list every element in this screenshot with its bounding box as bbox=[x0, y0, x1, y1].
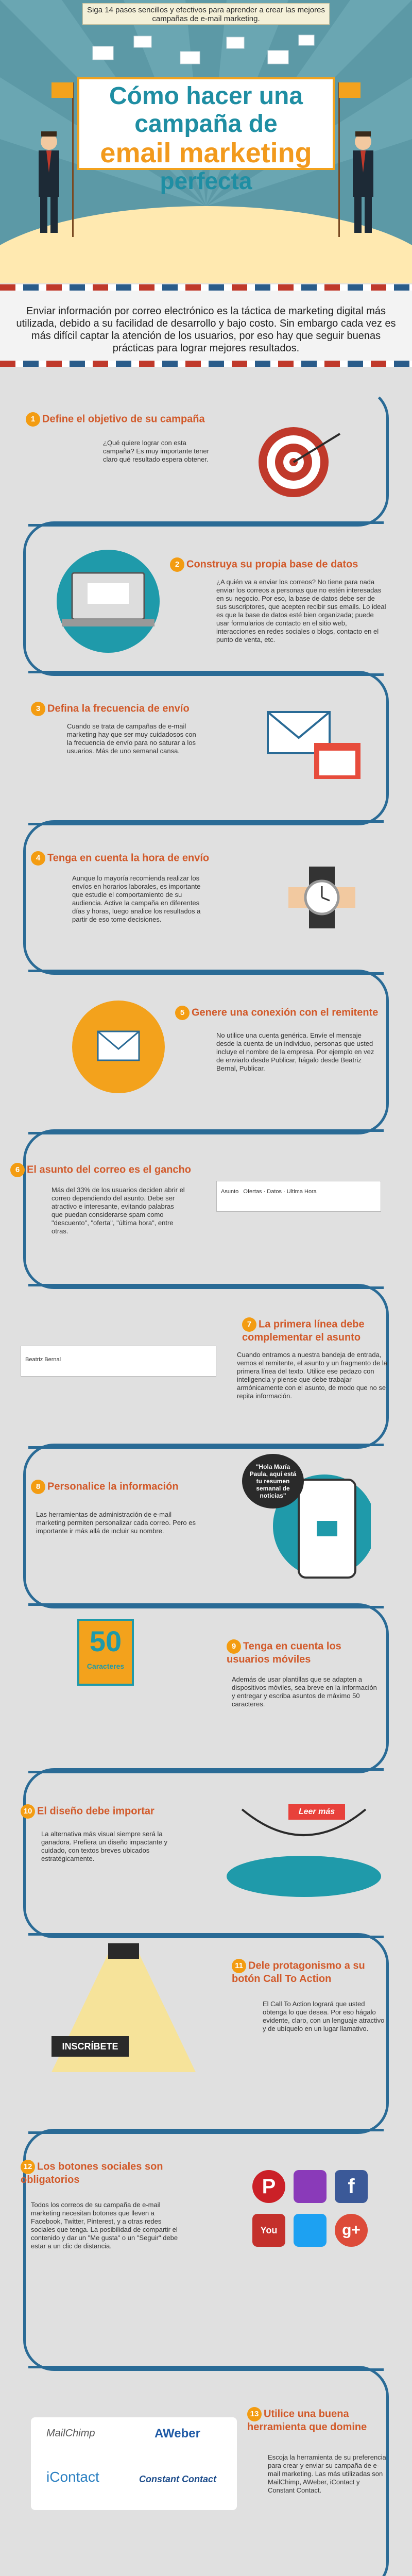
step-6-text: Más del 33% de los usuarios deciden abrir el correo dependiendo del asunto. Debe ser atractivo e interesante, evitando palabras que puedan considerarse spam como "descuento", "oferta", "última hora", entre otras. bbox=[52, 1186, 185, 1235]
pinterest-icon: P bbox=[252, 2170, 285, 2203]
step-9-text: Además de usar plantillas que se adapten a dispositivos móviles, sea breve en la información y entregar y escriba asuntos de máximo 50 caracteres. bbox=[232, 1675, 377, 1708]
title-line-3: perfecta bbox=[160, 167, 252, 194]
step-5-title: 5 Genere una conexión con el remitente bbox=[175, 1006, 378, 1020]
step-7-text: Cuando entramos a nuestra bandeja de entrada, vemos el remitente, el asunto y un fragmento de la primera línea del texto. Utilice ese pedazo con inteligencia y piense que debe trabajar armónicamente con el asunto, de modo que no se repita información. bbox=[237, 1351, 387, 1400]
header-banner bbox=[0, 0, 412, 283]
step-5-text: No utilice una cuenta genérica. Envíe el mensaje desde la cuenta de un individuo, personas que usted incluye el nombre de la empresa. Por ejemplo en vez de enviarlo desde Publicar, hágalo desde Beatriz Bernal, Publicar. bbox=[216, 1031, 374, 1072]
step-1-text: ¿Qué quiere lograr con esta campaña? Es muy importante tener claro qué resultado espera obtener. bbox=[103, 439, 209, 463]
step-10-text: La alternativa más visual siempre será la ganadora. Prefiera un diseño impactante y cuidado, con textos breves ubicados estratégicamente. bbox=[41, 1830, 167, 1862]
youtube-icon: You bbox=[252, 2214, 285, 2247]
main-title-box bbox=[77, 77, 335, 194]
step-7-title: 7 La primera línea debe complementar el asunto bbox=[242, 1317, 397, 1344]
intro-text: Enviar información por correo electrónico es la táctica de marketing digital más utilizada, debido a su facilidad de desarrollo y bajo costo. Sin embargo cada vez es más difícil captar la atención de los usuarios, por eso hay que seguir buenas prácticas para lograr mejores resultados. bbox=[0, 304, 412, 361]
title-line-1: Cómo hacer una campaña de bbox=[109, 82, 303, 138]
fifty-characters-box: 50 Caracteres bbox=[77, 1619, 134, 1686]
step-4-title: 4 Tenga en cuenta la hora de envío bbox=[31, 851, 209, 866]
step-3-text: Cuando se trata de campañas de e-mail marketing hay que ser muy cuidadosos con la frecuencia de envío para no saturar a los usuarios. Más de uno semanal cansa. bbox=[67, 722, 196, 755]
step-8-title: 8 Personalice la información bbox=[31, 1480, 179, 1494]
people-envelope-icon bbox=[62, 995, 175, 1098]
header-ribbon: Siga 14 pasos sencillos y efectivos para aprender a crear las mejores campañas de e-mail marketing. bbox=[82, 3, 330, 25]
googleplus-icon: g+ bbox=[335, 2214, 368, 2247]
step-6-title: 6 El asunto del correo es el gancho bbox=[10, 1163, 191, 1177]
step-8-text: Las herramientas de administración de e-mail marketing permiten personalizar cada correo. Pero es importante ir más allá de incluir su nombre. bbox=[36, 1511, 196, 1535]
airmail-stripe-bottom bbox=[0, 361, 412, 367]
tools-logos: MailChimp AWeber iContact Constant Contact bbox=[31, 2417, 237, 2510]
step-10-title: 10 El diseño debe importar bbox=[21, 1804, 154, 1819]
inscribete-button[interactable]: INSCRÍBETE bbox=[52, 2036, 129, 2057]
step-12-text: Todos los correos de su campaña de e-mail marketing necesitan botones que lleven a Facebook, Twitter, Pinterest, y a otras redes sociales que tenga. La posibilidad de compartir el contenido y dar un "Me gusta" o un "Seguir" debe estar a un clic de distancia. bbox=[31, 2201, 178, 2250]
step-11-text: El Call To Action logrará que usted obtenga lo que desea. Por eso hágalo evidente, claro, con un lenguaje atractivo y de ubíquelo en un lugar llamativo. bbox=[263, 2000, 385, 2032]
envelope-calendar-icon bbox=[258, 697, 371, 784]
laptop-icon bbox=[31, 547, 185, 655]
step-12-title: 12 Los botones sociales son obligatorios bbox=[21, 2160, 175, 2186]
flying-envelopes-graphic bbox=[88, 31, 324, 72]
inbox-row-mock: Beatriz Bernal bbox=[21, 1346, 216, 1377]
title-line-2: email marketing bbox=[100, 138, 312, 168]
step-2-text: ¿A quién va a enviar los correos? No tiene para nada enviar los correos a personas que no estén interesadas en su negocio. Por eso, la base de datos debe ser de sus suscriptores, que acepten recibir sus emails. Lo ideal es que la base de datos esté bien organizada; puede usar formularios de contacto en el sitio web, interacciones en redes sociales o blogs, contacto en el punto de venta, etc. bbox=[216, 578, 386, 643]
step-4-text: Aunque lo mayoría recomienda realizar los envíos en horarios laborales, es importante que estudie el comportamiento de su audiencia. Active la campaña en diferentes días y horas, luego analice los resultados a partir de eso tome decisiones. bbox=[72, 874, 201, 923]
twitter-icon bbox=[294, 2214, 327, 2247]
step-11-title: 11 Dele protagonismo a su botón Call To Action bbox=[232, 1959, 386, 1985]
step-9-title: 9 Tenga en cuenta los usuarios móviles bbox=[227, 1639, 381, 1666]
instagram-icon bbox=[294, 2170, 327, 2203]
step-13-text: Escoja la herramienta de su preferencia para crear y enviar su campaña de e-mail marketing. Las más utilizadas son MailChimp, AWeber, iContact y Constant Contact. bbox=[268, 2453, 386, 2494]
social-buttons-grid bbox=[247, 2165, 371, 2289]
inbox-subject-mock: Asunto Ofertas · Datos · Ultima Hora bbox=[216, 1181, 381, 1212]
steps-area bbox=[0, 367, 412, 2576]
step-3-title: 3 Defina la frecuencia de envío bbox=[31, 702, 190, 716]
greeting-bubble: "Hola María Paula, aquí está tu resumen semanal de noticias" bbox=[242, 1454, 304, 1509]
step-13-title: 13 Utilice una buena herramienta que domine bbox=[247, 2407, 391, 2433]
spotlight-icon bbox=[41, 1943, 206, 2077]
facebook-icon: f bbox=[335, 2170, 368, 2203]
airmail-stripe-top bbox=[0, 284, 412, 291]
leer-mas-button[interactable]: Leer más bbox=[288, 1804, 345, 1820]
wristwatch-icon bbox=[268, 856, 371, 939]
target-icon bbox=[237, 423, 350, 501]
step-1-title: 1 Define el objetivo de su campaña bbox=[26, 412, 205, 427]
step-2-title: 2 Construya su propia base de datos bbox=[170, 557, 358, 572]
